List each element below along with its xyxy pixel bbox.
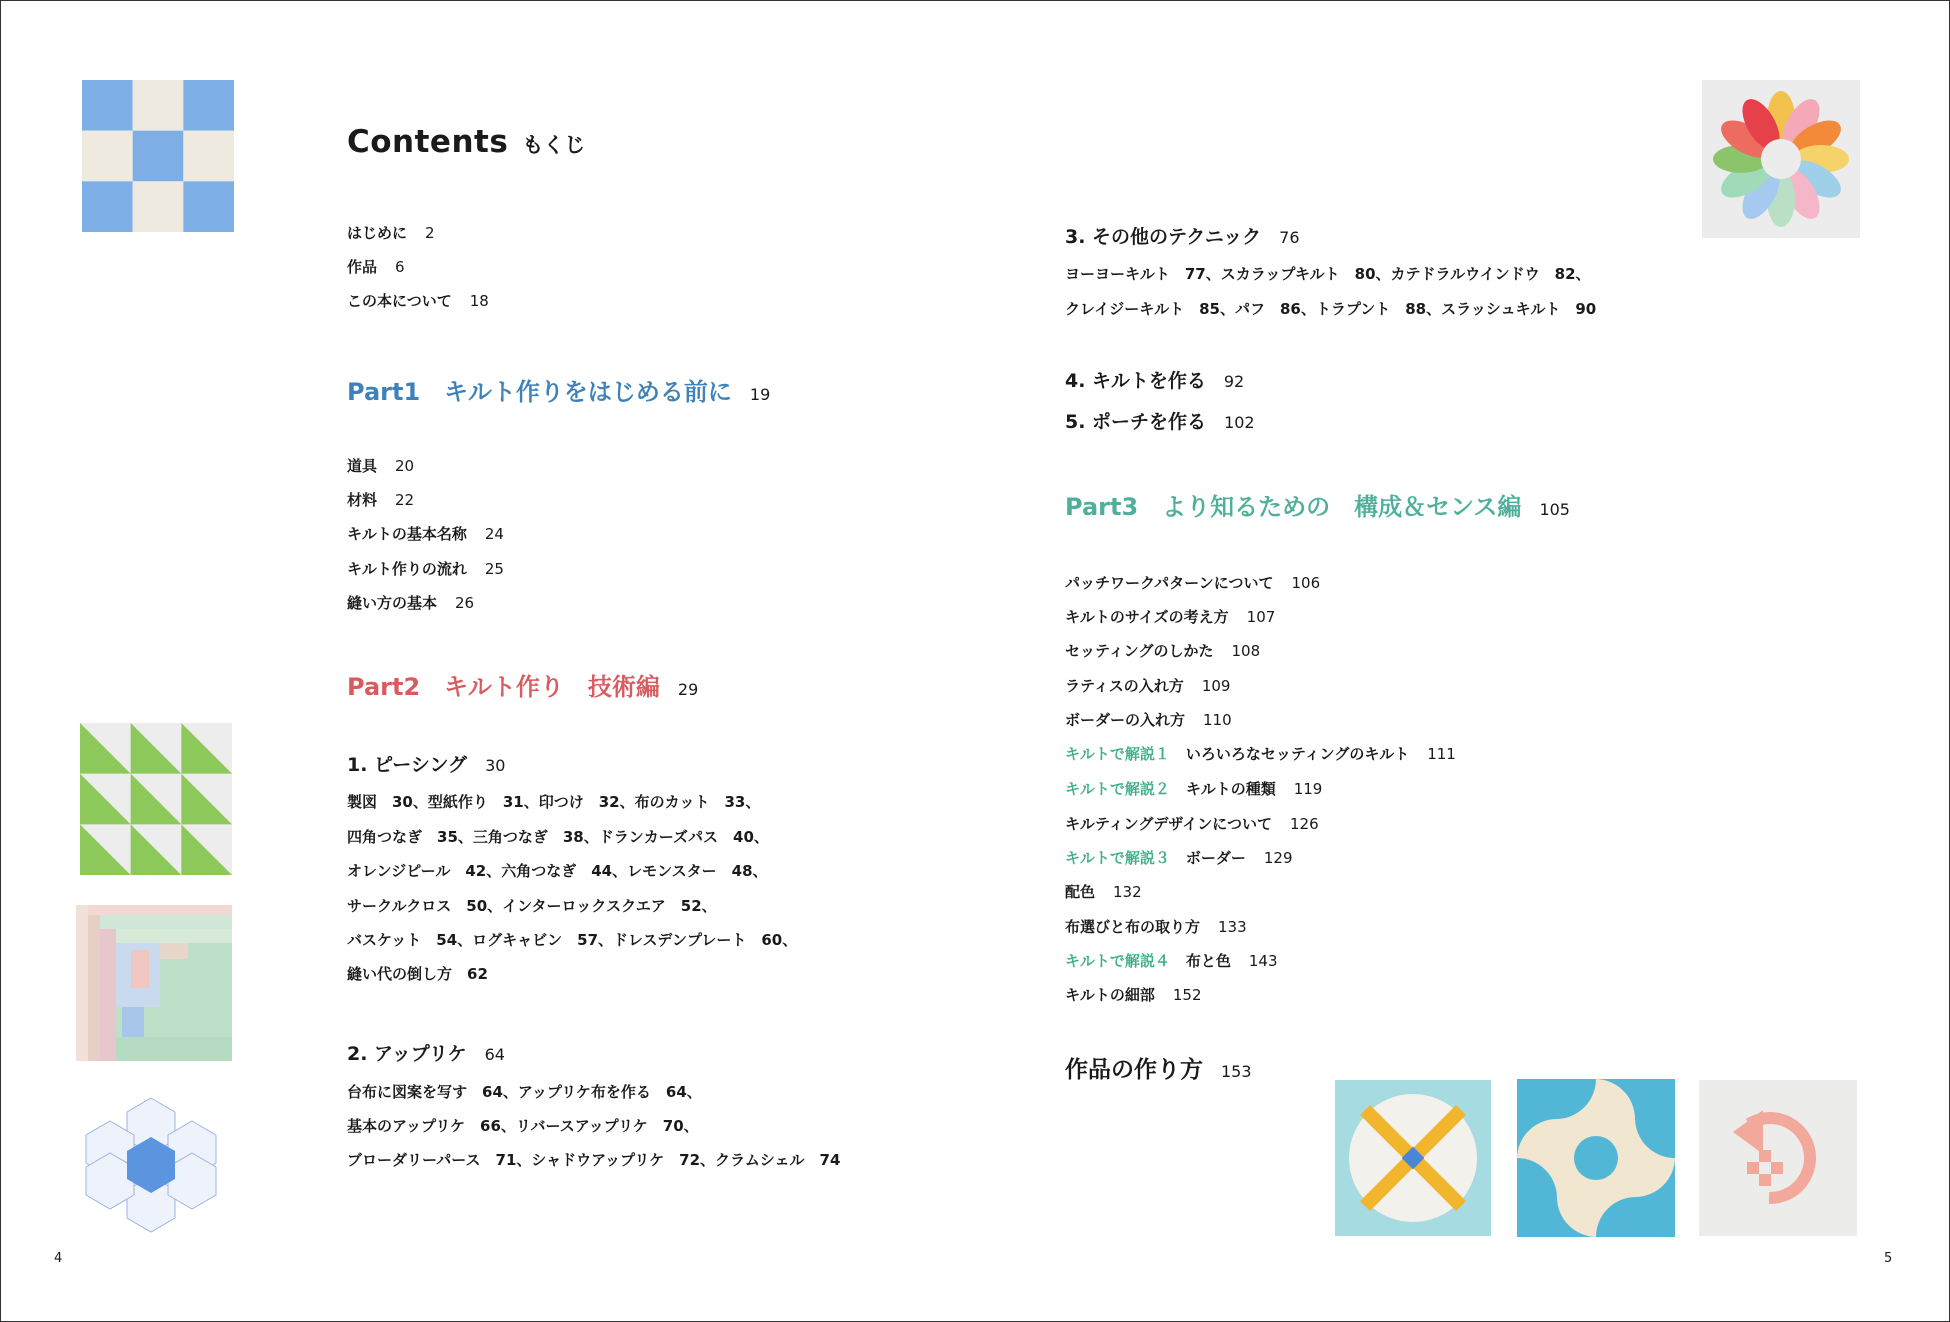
part1-heading[interactable] bbox=[347, 372, 770, 407]
part-page: 105 bbox=[1539, 500, 1570, 519]
section2-line[interactable]: ブローダリーパース 71、シャドウアップリケ 72、クラムシェル 74 bbox=[347, 1151, 841, 1169]
circle-cross-quilt-block bbox=[1335, 1080, 1491, 1236]
section3-line[interactable]: ヨーヨーキルト 77、スカラップキルト 80、カテドラルウインドウ 82、 bbox=[1065, 265, 1591, 283]
contents-title bbox=[347, 124, 585, 160]
section-label: 3. その他のテクニック bbox=[1065, 226, 1262, 248]
title-main: Contents bbox=[347, 124, 509, 160]
section-label: 1. ピーシング bbox=[347, 754, 468, 776]
part2-heading[interactable] bbox=[347, 667, 698, 702]
nine-patch-quilt-block bbox=[82, 80, 234, 232]
log-cabin-quilt-block bbox=[76, 905, 232, 1061]
section2-heading[interactable] bbox=[347, 1039, 505, 1066]
entry-page: 2 bbox=[425, 224, 435, 242]
entry-label: パッチワークパターンについて bbox=[1065, 574, 1274, 592]
toc-entry-about[interactable] bbox=[347, 290, 489, 311]
works-label: 作品の作り方 bbox=[1065, 1057, 1203, 1083]
part3-list-item[interactable] bbox=[1065, 778, 1322, 799]
section2-line[interactable]: 基本のアップリケ 66、リバースアップリケ 70、 bbox=[347, 1117, 699, 1135]
toc-entry-tools[interactable] bbox=[347, 455, 414, 476]
section1-heading[interactable] bbox=[347, 750, 505, 777]
section1-line[interactable]: オレンジピール 42、六角つなぎ 44、レモンスター 48、 bbox=[347, 862, 768, 880]
section1-line[interactable]: バスケット 54、ログキャビン 57、ドレスデンプレート 60、 bbox=[347, 931, 798, 949]
entry-label: キルトの種類 bbox=[1185, 780, 1276, 798]
part3-list-item[interactable] bbox=[1065, 916, 1247, 937]
page-number-right: 5 bbox=[1884, 1251, 1893, 1266]
toc-entry-names[interactable] bbox=[347, 523, 504, 544]
section-page: 102 bbox=[1224, 413, 1255, 432]
section4-heading[interactable] bbox=[1065, 366, 1244, 393]
entry-page: 22 bbox=[395, 491, 415, 509]
entry-label: キルトのサイズの考え方 bbox=[1065, 608, 1229, 626]
entry-label: キルティングデザインについて bbox=[1065, 815, 1273, 833]
toc-entry-flow[interactable] bbox=[347, 558, 504, 579]
entry-page: 6 bbox=[395, 258, 405, 276]
entry-label: キルトの細部 bbox=[1065, 986, 1155, 1004]
entry-label: キルトの基本名称 bbox=[347, 525, 467, 543]
commentary-label: キルトで解説４ bbox=[1065, 952, 1170, 970]
entry-page: 25 bbox=[484, 560, 504, 578]
works-heading[interactable] bbox=[1065, 1051, 1252, 1084]
entry-label: 布と色 bbox=[1185, 952, 1231, 970]
entry-page: 111 bbox=[1427, 745, 1456, 763]
drunkards-path-quilt-block bbox=[1517, 1079, 1675, 1237]
title-japanese: もくじ bbox=[522, 133, 586, 157]
part-label: Part2 キルト作り 技術編 bbox=[347, 673, 660, 701]
entry-label: ボーダーの入れ方 bbox=[1065, 711, 1186, 729]
commentary-label: キルトで解説１ bbox=[1065, 745, 1170, 763]
entry-page: 152 bbox=[1172, 986, 1202, 1004]
flying-geese-quilt-block bbox=[80, 723, 232, 875]
part3-list-item[interactable] bbox=[1065, 640, 1260, 661]
toc-entry-sewing[interactable] bbox=[347, 592, 474, 613]
toc-entry-works[interactable] bbox=[347, 256, 405, 277]
part3-list-item[interactable] bbox=[1065, 984, 1202, 1005]
section1-line[interactable]: 縫い代の倒し方 62 bbox=[347, 965, 488, 983]
entry-page: 129 bbox=[1263, 849, 1293, 867]
entry-label: この本について bbox=[347, 292, 452, 310]
section-label: 5. ポーチを作る bbox=[1065, 411, 1207, 433]
entry-label: いろいろなセッティングのキルト bbox=[1185, 745, 1410, 763]
part3-list-item[interactable] bbox=[1065, 709, 1232, 730]
entry-label: 材料 bbox=[347, 491, 378, 509]
entry-page: 108 bbox=[1231, 642, 1261, 660]
part3-list-item[interactable] bbox=[1065, 675, 1230, 696]
entry-page: 26 bbox=[455, 594, 475, 612]
part3-list-item[interactable] bbox=[1065, 881, 1142, 902]
entry-page: 133 bbox=[1218, 918, 1247, 936]
dresden-plate-quilt-block bbox=[1702, 80, 1860, 238]
section2-line[interactable]: 台布に図案を写す 64、アップリケ布を作る 64、 bbox=[347, 1083, 702, 1101]
hexagon-quilt-block bbox=[74, 1090, 228, 1240]
part3-list-item[interactable] bbox=[1065, 572, 1320, 593]
entry-label: 縫い方の基本 bbox=[347, 594, 438, 612]
entry-label: 配色 bbox=[1065, 883, 1096, 901]
section5-heading[interactable] bbox=[1065, 407, 1255, 434]
entry-page: 20 bbox=[395, 457, 415, 475]
entry-page: 126 bbox=[1290, 815, 1319, 833]
section3-heading[interactable] bbox=[1065, 222, 1300, 249]
entry-page: 106 bbox=[1291, 574, 1321, 592]
section1-line[interactable]: 四角つなぎ 35、三角つなぎ 38、ドランカーズパス 40、 bbox=[347, 828, 769, 846]
entry-page: 110 bbox=[1203, 711, 1232, 729]
toc-entry-intro[interactable] bbox=[347, 222, 435, 243]
entry-page: 18 bbox=[469, 292, 489, 310]
part3-list-item[interactable] bbox=[1065, 606, 1275, 627]
part3-list-item[interactable] bbox=[1065, 847, 1293, 868]
part-page: 29 bbox=[677, 680, 699, 699]
section-label: 4. キルトを作る bbox=[1065, 370, 1206, 392]
part-page: 19 bbox=[749, 385, 771, 404]
entry-page: 143 bbox=[1248, 952, 1278, 970]
section3-line[interactable]: クレイジーキルト 85、パフ 86、トラプント 88、スラッシュキルト 90 bbox=[1065, 300, 1597, 318]
entry-label: はじめに bbox=[347, 224, 408, 242]
section-page: 76 bbox=[1279, 228, 1300, 247]
entry-page: 24 bbox=[484, 525, 504, 543]
commentary-label: キルトで解説２ bbox=[1065, 780, 1170, 798]
entry-label: 作品 bbox=[347, 258, 378, 276]
entry-label: 布選びと布の取り方 bbox=[1065, 918, 1201, 936]
section-page: 92 bbox=[1223, 372, 1245, 391]
part3-list-item[interactable] bbox=[1065, 813, 1319, 834]
entry-label: セッティングのしかた bbox=[1065, 642, 1214, 660]
entry-label: 道具 bbox=[347, 457, 378, 475]
section-label: 2. アップリケ bbox=[347, 1043, 467, 1065]
commentary-label: キルトで解説３ bbox=[1065, 849, 1170, 867]
section1-line[interactable]: サークルクロス 50、インターロックスクエア 52、 bbox=[347, 897, 717, 915]
entry-label: ラティスの入れ方 bbox=[1065, 677, 1184, 695]
entry-page: 132 bbox=[1113, 883, 1142, 901]
part3-heading[interactable] bbox=[1065, 487, 1570, 522]
arrow-circle-quilt-block bbox=[1699, 1080, 1857, 1236]
part-label: Part1 キルト作りをはじめる前に bbox=[347, 378, 732, 406]
works-page: 153 bbox=[1221, 1062, 1252, 1081]
part3-list-item[interactable] bbox=[1065, 950, 1278, 971]
entry-page: 107 bbox=[1246, 608, 1276, 626]
section-page: 64 bbox=[484, 1045, 505, 1064]
part-label: Part3 より知るための 構成＆センス編 bbox=[1065, 493, 1522, 521]
entry-page: 109 bbox=[1201, 677, 1231, 695]
entry-label: キルト作りの流れ bbox=[347, 560, 467, 578]
entry-page: 119 bbox=[1293, 780, 1323, 798]
section-page: 30 bbox=[485, 756, 506, 775]
part3-list-item[interactable] bbox=[1065, 743, 1456, 764]
entry-label: ボーダー bbox=[1185, 849, 1246, 867]
section1-line[interactable]: 製図 30、型紙作り 31、印つけ 32、布のカット 33、 bbox=[347, 793, 761, 811]
page-number-left: 4 bbox=[54, 1251, 63, 1266]
toc-entry-materials[interactable] bbox=[347, 489, 414, 510]
